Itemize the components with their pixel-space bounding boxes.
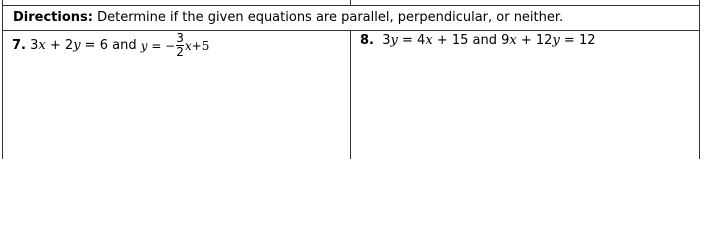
term: + 12 (516, 33, 553, 48)
equals-minus: = − (147, 38, 176, 53)
variable: x (509, 33, 517, 48)
fraction-denominator: 2 (176, 45, 184, 59)
directions-label: Directions: (13, 10, 93, 25)
worksheet-table (2, 0, 700, 159)
variable: y (140, 38, 148, 53)
problem-8-cell (360, 33, 596, 48)
column-divider (350, 31, 351, 159)
connector-and: and (107, 38, 141, 53)
fraction-numerator: 3 (176, 31, 184, 45)
variable: y (73, 38, 81, 53)
coef: 9 (501, 33, 510, 48)
term: + 2 (45, 38, 74, 53)
variable: x (184, 38, 192, 53)
variable: x (425, 33, 433, 48)
problem-7-cell (12, 33, 209, 60)
problem-number: 7. (12, 38, 26, 53)
problem-number: 8. (360, 33, 374, 48)
term: + 15 (432, 33, 469, 48)
problem-7 (12, 32, 209, 59)
term: = 4 (397, 33, 426, 48)
variable: y (390, 33, 398, 48)
connector-and: and (468, 33, 502, 48)
coef: 3 (30, 38, 39, 53)
directions-text: Determine if the given equations are parallel, perpendicular, or neither. (92, 10, 564, 25)
term: = 12 (559, 33, 596, 48)
coef: 3 (382, 33, 391, 48)
fraction (176, 32, 184, 59)
term: +5 (191, 38, 210, 53)
term: = 6 (80, 38, 108, 53)
variable: y (552, 33, 560, 48)
variable: x (38, 38, 46, 53)
directions-row (2, 5, 700, 31)
problem-8 (360, 33, 596, 48)
problem-grid (2, 31, 700, 159)
